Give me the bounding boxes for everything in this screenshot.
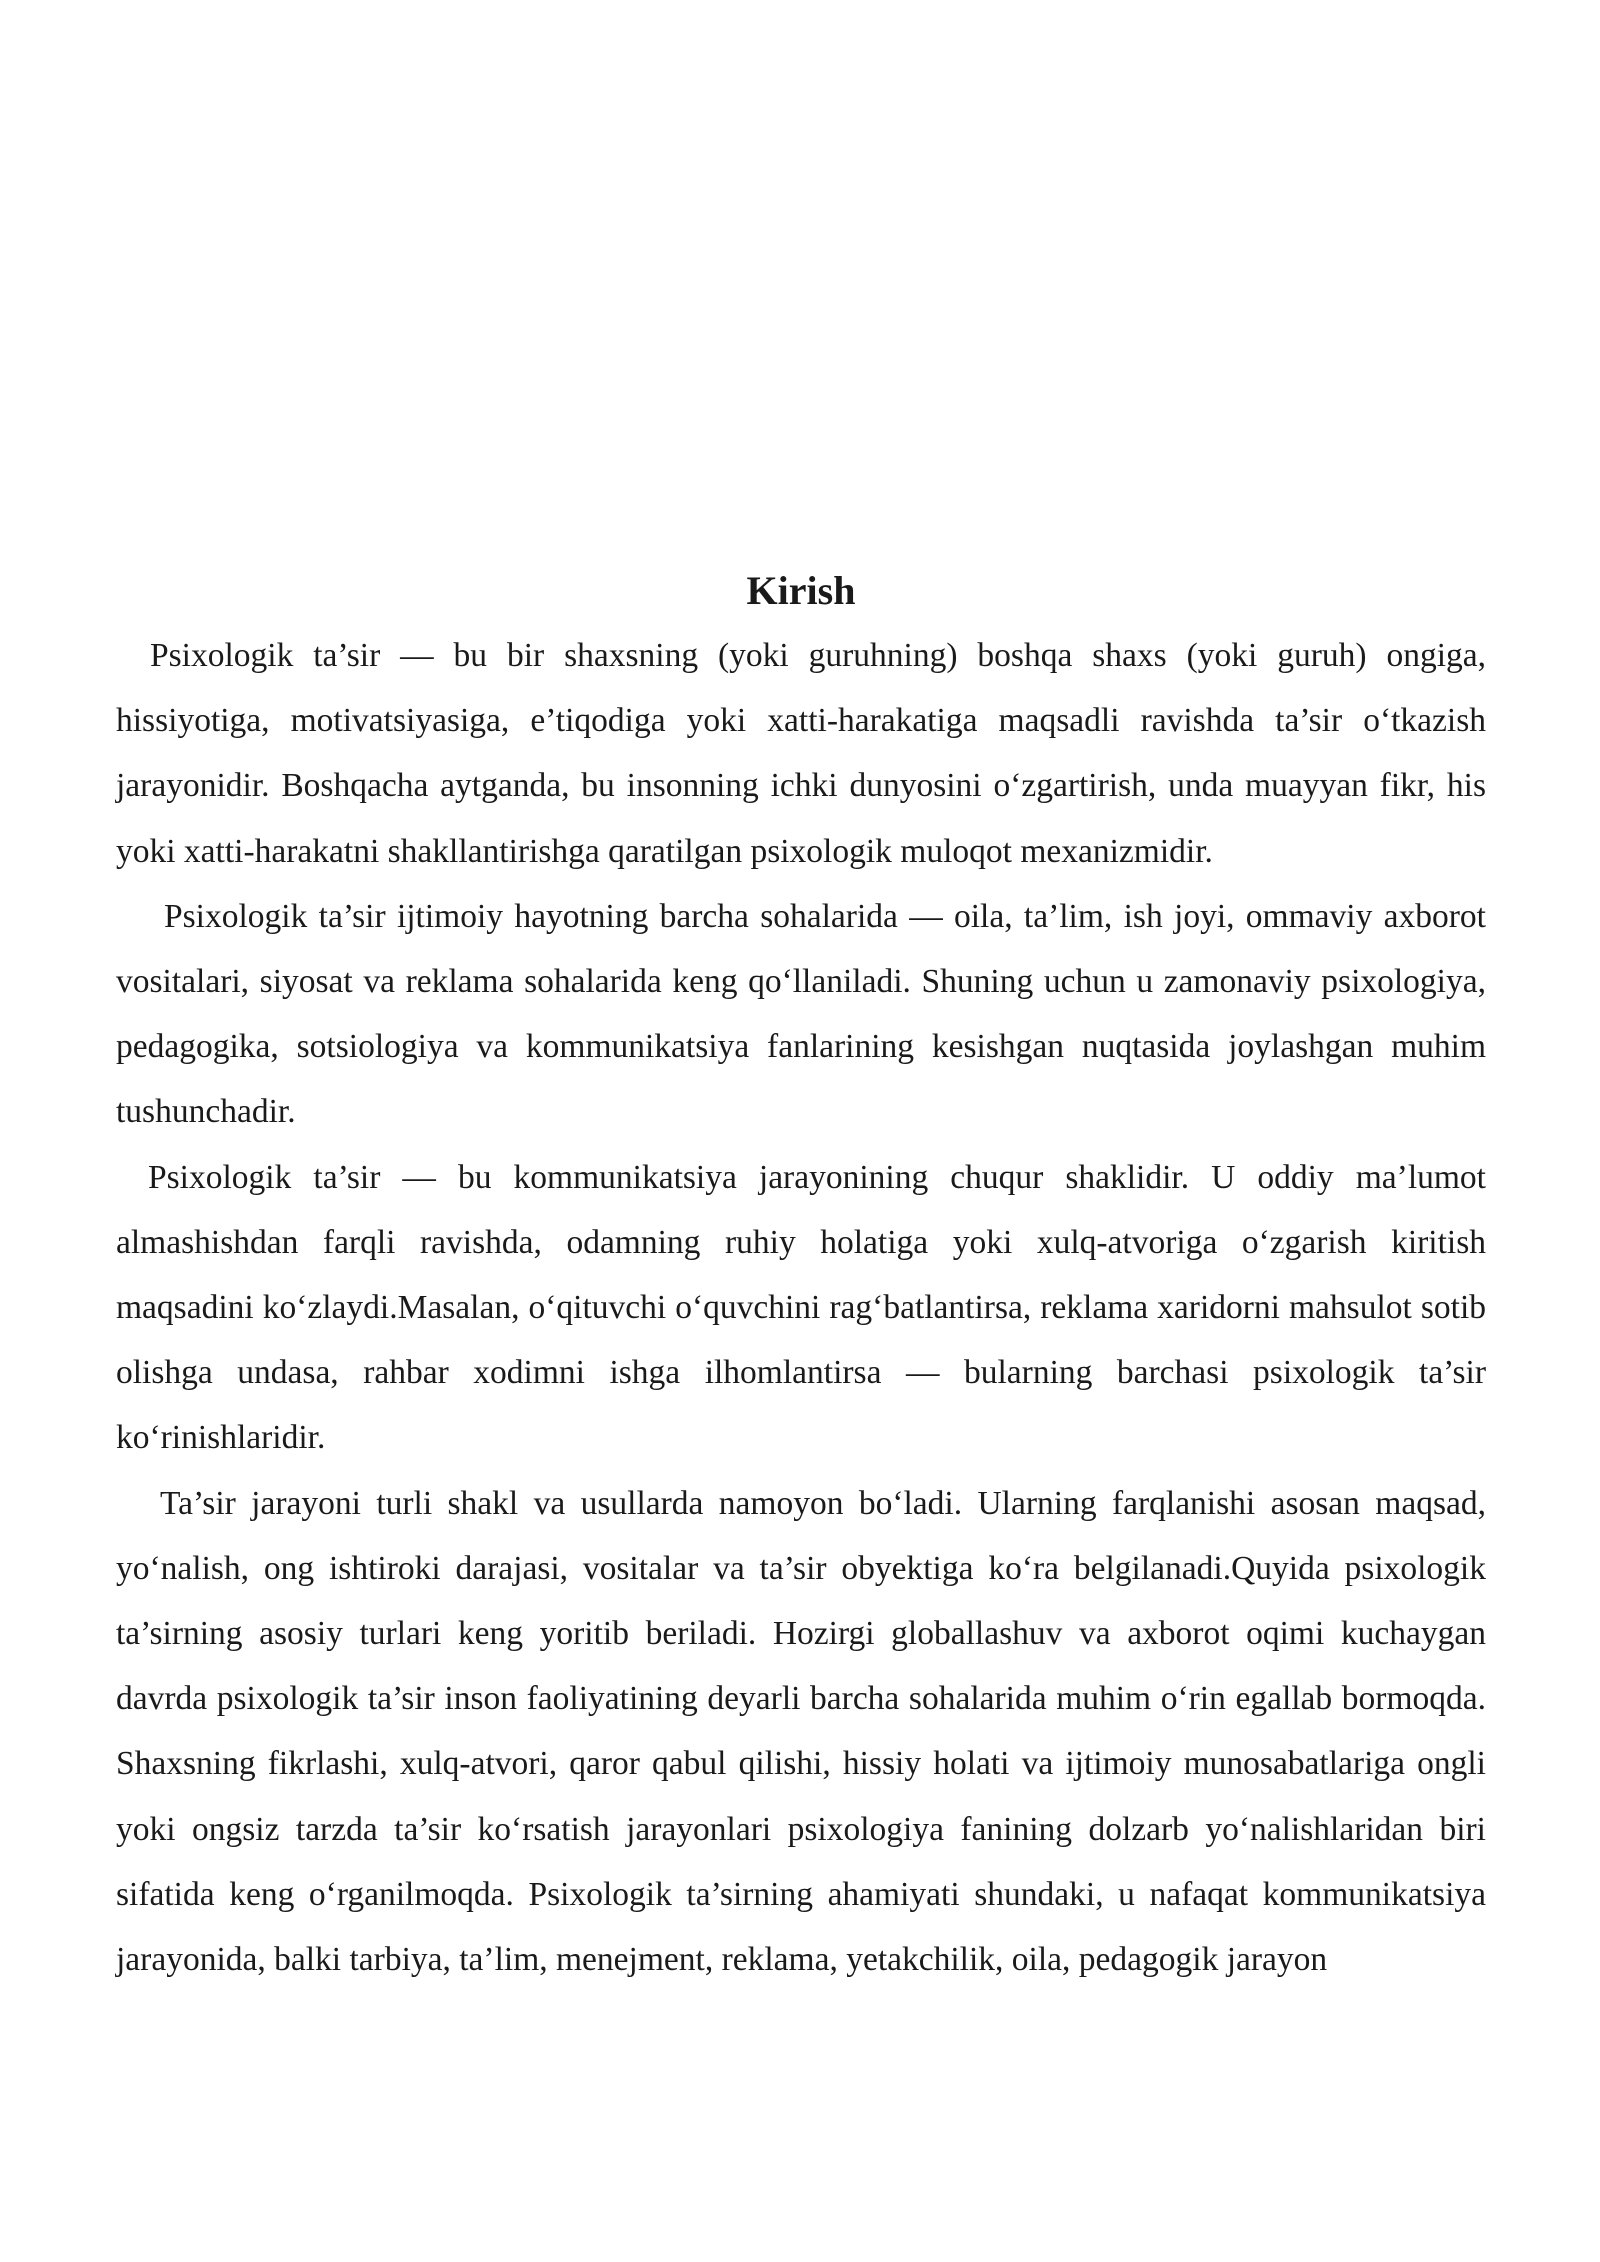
page-title: Kirish <box>746 568 856 613</box>
paragraph-3: Psixologik ta’sir — bu kommunikatsiya jarayonining chuqur shaklidir. U oddiy ma’lumot almashishdan farqli ravishda, odamning ruhiy holatiga yoki xulq-atvoriga o‘zgarish kiritish maqsadini ko‘zlaydi.Masalan, o‘qituvchi o‘quvchini rag‘batlantirsa, reklama xaridorni mahsulot sotib olishga undasa, rahbar xodimni ishga ilhomlantirsa — bularning barchasi psixologik ta’sir ko‘rinishlaridir. <box>116 1158 1486 1457</box>
paragraph-4: Ta’sir jarayoni turli shakl va usullarda namoyon bo‘ladi. Ularning farqlanishi asosan maqsad, yo‘nalish, ong ishtiroki darajasi, vositalar va ta’sir obyektiga ko‘ra belgilanadi.Quyida psixologik ta’sirning asosiy turlari keng yoritib beriladi. Hozirgi globallashuv va axborot oqimi kuchaygan davrda psixologik ta’sir inson faoliyatining deyarli barcha sohalarida muhim o‘rin egallab bormoqda. Shaxsning fikrlashi, xulq-atvori, qaror qabul qilishi, hissiy holati va ijtimoiy munosabatlariga ongli yoki ongsiz tarzda ta’sir ko‘rsatish jarayonlari psixologiya fanining dolzarb yo‘nalishlaridan biri sifatida keng o‘rganilmoqda. Psixologik ta’sirning ahamiyati shundaki, u nafaqat kommunikatsiya jarayonida, balki tarbiya, ta’lim, menejment, reklama, yetakchilik, oila, pedagogik jarayon <box>116 1484 1486 1979</box>
paragraph-1: Psixologik ta’sir — bu bir shaxsning (yoki guruhning) boshqa shaxs (yoki guruh) ongiga, hissiyotiga, motivatsiyasiga, e’tiqodiga yoki xatti-harakatiga maqsadli ravishda ta’sir o‘tkazish jarayonidir. Boshqacha aytganda, bu insonning ichki dunyosini o‘zgartirish, unda muayyan fikr, his yoki xatti-harakatni shakllantirishga qaratilgan psixologik muloqot mexanizmidir. <box>116 637 1486 870</box>
paragraph-2: Psixologik ta’sir ijtimoiy hayotning barcha sohalarida — oila, ta’lim, ish joyi, ommaviy axborot vositalari, siyosat va reklama sohalarida keng qo‘llaniladi. Shuning uchun u zamonaviy psixologiya, pedagogika, sotsiologiya va kommunikatsiya fanlarining kesishgan nuqtasida joylashgan muhim tushunchadir. <box>116 897 1486 1131</box>
document-body <box>116 563 1486 1992</box>
